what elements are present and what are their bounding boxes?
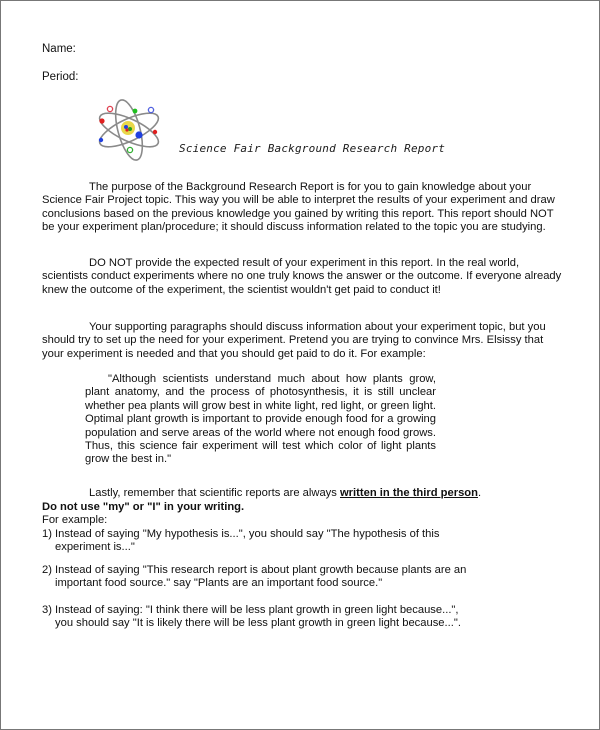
example-item-3	[42, 604, 562, 631]
atom-icon	[94, 97, 164, 163]
do-not-paragraph: DO NOT provide the expected result of your experiment in this report. In the real world, scientists conduct experiments where no one truly knows the answer or the outcome. If everyone already knew the outcome of the experiment, the scientist wouldn't get paid to conduct it!	[42, 257, 562, 296]
third-person-paragraph	[42, 487, 562, 500]
example-quote: "Although scientists understand much about how plants grow, plant anatomy, and the process of photosynthesis, it is still unclear whether pea plants will grow best in white light, red light, or green light. Optimal plant growth is important to provide enough food for a growing population and serve areas of the world where not enough food grows. Thus, this science fair experiment will test which color of light plants grow the best in."	[85, 373, 436, 466]
for-example-label: For example:	[42, 514, 108, 526]
third-person-prefix: Lastly, remember that scientific reports are always	[89, 487, 340, 499]
supporting-paragraph: Your supporting paragraphs should discuss information about your experiment topic, but you should try to set up the need for your experiment. Pretend you are trying to convince Mrs. Elsissy that your experiment is needed and that you should get paid to do it. For example:	[42, 321, 546, 360]
example-item-1	[42, 528, 562, 555]
report-title: Science Fair Background Research Report	[179, 142, 446, 155]
example-item-3-line2: you should say "It is likely there will be less plant growth in green light because...".	[55, 617, 461, 630]
example-item-1-line2: experiment is..."	[55, 541, 135, 554]
purpose-paragraph: The purpose of the Background Research Report is for you to gain knowledge about your Science Fair Project topic. This way you will be able to interpret the results of your experiment and draw conclusions based on the previous knowledge you gained by writing this report. This report should NOT be your experiment plan/procedure; it should discuss information related to the topic you are studying.	[42, 181, 555, 234]
do-not-use-note: Do not use "my" or "I" in your writing.	[42, 501, 245, 513]
period-label: Period:	[42, 71, 79, 83]
example-item-2	[42, 564, 562, 591]
third-person-suffix: .	[477, 487, 482, 499]
third-person-emphasis: written in the third person	[339, 487, 478, 499]
example-item-1-line1: 1) Instead of saying "My hypothesis is...", you should say "The hypothesis of this	[42, 528, 440, 540]
name-label: Name:	[42, 43, 76, 55]
example-item-2-line2: important food source." say "Plants are an important food source."	[55, 577, 383, 590]
example-item-2-line1: 2) Instead of saying "This research report is about plant growth because plants are an	[42, 564, 467, 576]
example-item-3-line1: 3) Instead of saying: "I think there will be less plant growth in green light because...",	[42, 604, 459, 616]
